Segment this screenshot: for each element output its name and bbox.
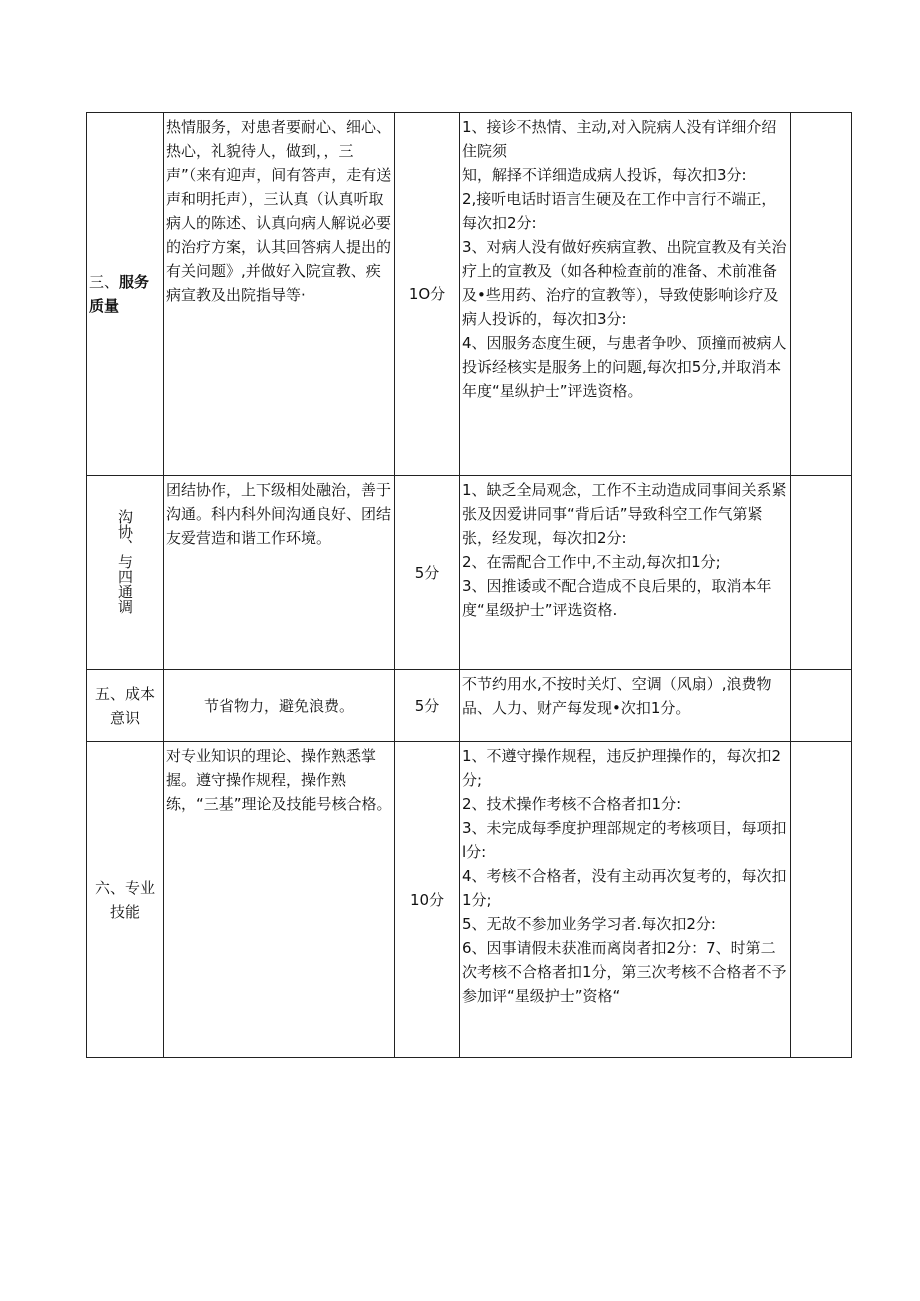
deduction-item: 2、在需配合工作中,不主动,每次扣1分; (462, 553, 721, 571)
empty-cell (791, 670, 852, 742)
score-cell: 5分 (395, 476, 460, 670)
deduction-item: 3、未完成每季度护理部规定的考核项目，每项扣l分: (462, 819, 787, 861)
deduction-item: 2、技术操作考核不合格者扣1分: (462, 795, 682, 813)
table-row-cost-awareness (87, 670, 852, 742)
score-cell: 10分 (395, 742, 460, 1058)
deduction-item: 知，解择不详细造成病人投诉，每次扣3分: (462, 166, 747, 184)
standard-cell: 团结协作，上下级相处融治，善于沟通。科内科外间沟通良好、团结友爱营造和谐工作环境。 (164, 476, 395, 670)
category-bold: 服务质量 (89, 273, 150, 315)
deduction-item: 4、因服务态度生硬，与患者争吵、顶撞而被病人投诉经核实是服务上的问题,每次扣5分,并取消本年度“星纵护士”评选资格。 (462, 334, 787, 400)
deduction-item: 1、接诊不热情、主动,对入院病人没有详细介绍住院须 (462, 118, 777, 160)
standard-cell: 对专业知识的理论、操作熟悉掌握。遵守操作规程，操作熟练，“三基”理论及技能号核合格。 (164, 742, 395, 1058)
deductions-cell (460, 113, 791, 476)
deductions-cell (460, 670, 791, 742)
table-row-communication (87, 476, 852, 670)
deduction-item: 3、对病人没有做好疾病宣教、出院宣教及有关治疗上的宣教及（如各种检查前的准备、术前准备及•些用药、治疗的宣教等），导致使影响诊疗及病人投诉的，每次扣3分: (462, 238, 787, 328)
deduction-item: 3、因推诿或不配合造成不良后果的，取消本年度“星级护士”评选资格. (462, 577, 772, 619)
deduction-item: 4、考核不合格者，没有主动再次复考的，每次扣1分; (462, 867, 787, 909)
empty-cell (791, 113, 852, 476)
deductions-cell (460, 476, 791, 670)
deduction-item: 1、不遵守操作规程，违反护理操作的，每次扣2分; (462, 747, 782, 789)
category-cell (87, 113, 164, 476)
category-cell: 六、专业技能 (87, 742, 164, 1058)
standard-cell: 热情服务，对患者要耐心、细心、热心，礼貌待人，做到，，三声”（来有迎声，间有答声，走有送声和明托声），三认真（认真听取病人的陈述、认真向病人解说必要的治疗方案，认其回答病人提出的有关问题》,并做好入院宣教、疾病宣教及出院指导等· (164, 113, 395, 476)
category-label: 沟协、与四通调 (116, 509, 134, 614)
empty-cell (791, 476, 852, 670)
deduction-item: 6、因事请假未获准而离岗者扣2分：7、时第二次考核不合格者扣1分，第三次考核不合格者不予参加评“星级护士”资格“ (462, 939, 787, 1005)
deduction-item: 1、缺乏全局观念，工作不主动造成同事间关系紧张及因爱讲同事“背后话”导致科空工作气第紧张，经发现，每次扣2分: (462, 481, 787, 547)
deduction-item: 不节约用水,不按时关灯、空调（风扇）,浪费物品、人力、财产每发现•次扣1分。 (462, 675, 772, 717)
evaluation-table (86, 112, 852, 1058)
empty-cell (791, 742, 852, 1058)
standard-cell: 节省物力，避免浪费。 (164, 670, 395, 742)
deduction-item: 5、无故不参加业务学习者.每次扣2分: (462, 915, 716, 933)
table-row-service-quality (87, 113, 852, 476)
deduction-item: 2,接听电话时语言生硬及在工作中言行不端正，每次扣2分: (462, 190, 777, 232)
table-row-professional-skills (87, 742, 852, 1058)
deductions-cell (460, 742, 791, 1058)
category-cell: 五、成本意识 (87, 670, 164, 742)
score-cell: 5分 (395, 670, 460, 742)
score-cell: 1O分 (395, 113, 460, 476)
category-cell (87, 476, 164, 670)
category-prefix: 三、 (89, 273, 120, 291)
